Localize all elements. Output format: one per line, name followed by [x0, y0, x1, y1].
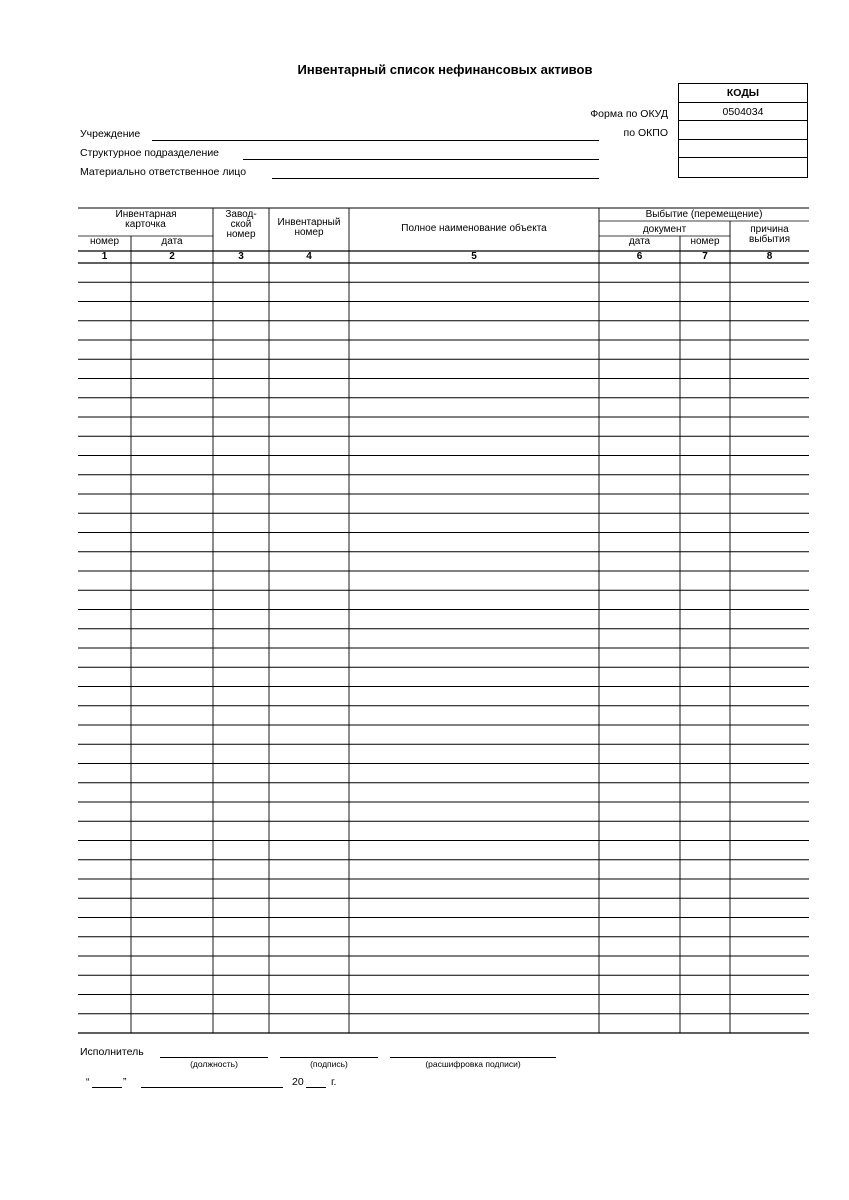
codes-header: КОДЫ [679, 84, 807, 103]
col-reason: причина выбытия [749, 224, 790, 245]
page-title: Инвентарный список нефинансовых активов [297, 62, 593, 77]
col-num-7: 7 [702, 251, 708, 262]
institution-label: Учреждение [80, 128, 141, 140]
okpo-label: по ОКПО [623, 127, 668, 139]
executor-label: Исполнитель [80, 1046, 144, 1058]
decoding-field[interactable] [390, 1057, 556, 1058]
date-quote-open: “ [86, 1076, 90, 1088]
group-card-header: Инвентарная карточка [115, 209, 177, 230]
date-year-suffix: г. [331, 1076, 337, 1088]
group-document-header: документ [642, 224, 687, 235]
date-year-field[interactable] [306, 1087, 326, 1088]
decoding-caption: (расшифровка подписи) [425, 1059, 521, 1069]
col-card-date: дата [161, 236, 183, 247]
col-num-2: 2 [169, 251, 175, 262]
col-num-1: 1 [101, 251, 108, 262]
date-year-prefix: 20 [292, 1076, 304, 1088]
date-month-field[interactable] [141, 1087, 283, 1088]
col-doc-date: дата [628, 236, 651, 247]
responsible-label: Материально ответственное лицо [80, 166, 247, 178]
col-object-name: Полное наименование объекта [401, 223, 547, 234]
signature-field[interactable] [280, 1057, 378, 1058]
position-field[interactable] [160, 1057, 268, 1058]
col-inventory-number: Инвентарный номер [277, 217, 341, 238]
position-caption: (должность) [190, 1059, 238, 1069]
col-num-6: 6 [636, 251, 643, 262]
col-num-5: 5 [471, 251, 477, 262]
col-card-number: номер [89, 236, 120, 247]
col-num-3: 3 [238, 251, 244, 262]
col-num-4: 4 [306, 251, 312, 262]
okud-code: 0504034 [679, 103, 807, 122]
col-factory-number: Завод- ской номер [225, 209, 257, 240]
group-disposal-header: Выбытие (перемещение) [645, 209, 763, 220]
col-num-8: 8 [766, 251, 773, 262]
department-label: Структурное подразделение [80, 147, 220, 159]
okud-label: Форма по ОКУД [590, 108, 668, 120]
col-doc-number: номер [690, 236, 720, 247]
date-quote-close: ” [123, 1076, 127, 1088]
date-day-field[interactable] [92, 1087, 122, 1088]
signature-caption: (подпись) [310, 1059, 348, 1069]
